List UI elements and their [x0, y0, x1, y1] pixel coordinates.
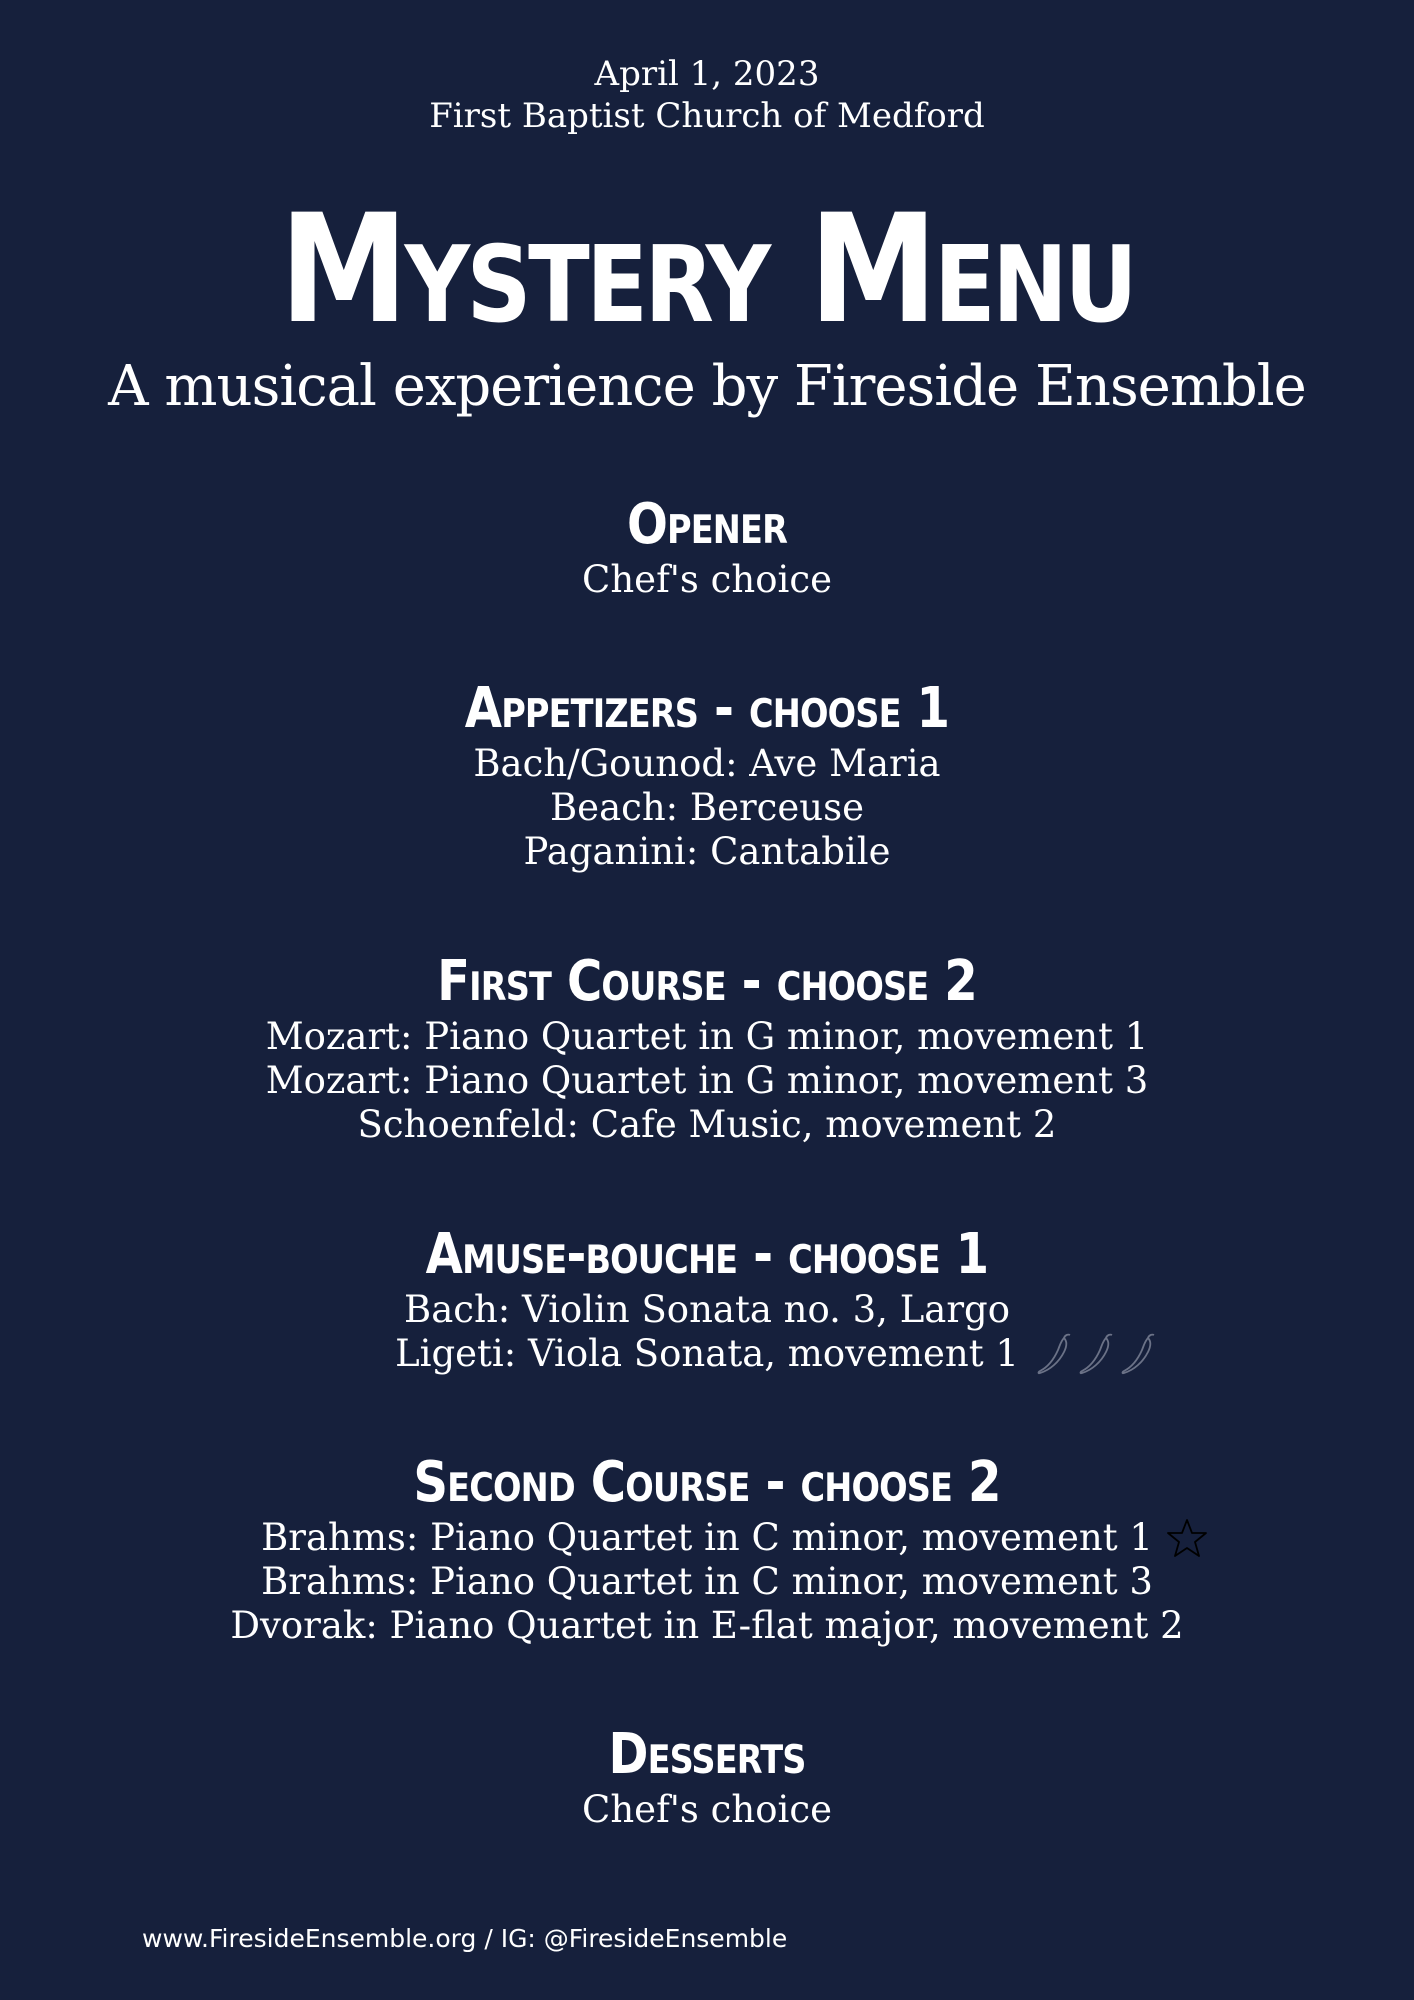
menu-item: Mozart: Piano Quartet in G minor, movement 1	[265, 1015, 1149, 1058]
menu-item	[0, 1516, 1414, 1560]
section-appetizers	[0, 676, 1414, 874]
page-subtitle: A musical experience by Fireside Ensemble	[108, 354, 1306, 419]
section-amuse-bouche	[0, 1222, 1414, 1376]
section-title: Opener	[626, 492, 788, 557]
star-icon	[1165, 1516, 1209, 1560]
section-title: First Course - choose 2	[437, 949, 977, 1014]
featured-indicator	[1153, 1516, 1209, 1560]
section-title: Amuse-bouche - choose 1	[425, 1222, 989, 1287]
menu-item: Paganini: Cantabile	[523, 830, 891, 873]
menu-item: Schoenfeld: Cafe Music, movement 2	[357, 1103, 1057, 1146]
menu-item-label: Brahms: Piano Quartet in C minor, movement 1	[261, 1516, 1153, 1559]
page-title: Mystery Menu	[279, 183, 1135, 357]
menu-item	[0, 1332, 1414, 1376]
section-second-course	[0, 1450, 1414, 1648]
menu-item: Chef's choice	[582, 558, 832, 601]
menu-item: Chef's choice	[582, 1788, 832, 1831]
section-desserts	[0, 1722, 1414, 1832]
menu-item: Brahms: Piano Quartet in C minor, movement 3	[261, 1560, 1153, 1603]
menu-item: Beach: Berceuse	[549, 786, 865, 829]
section-first-course	[0, 949, 1414, 1147]
section-title: Desserts	[608, 1722, 806, 1787]
chili-pepper-icon	[1075, 1332, 1117, 1376]
section-title: Second Course - choose 2	[413, 1450, 1001, 1515]
menu-item: Bach: Violin Sonata no. 3, Largo	[404, 1288, 1010, 1331]
footer-links: www.FiresideEnsemble.org / IG: @FiresideEnsemble	[142, 1924, 788, 1953]
menu-item-label: Ligeti: Viola Sonata, movement 1	[395, 1332, 1019, 1375]
section-title: Appetizers - choose 1	[464, 676, 950, 741]
menu-item: Dvorak: Piano Quartet in E-flat major, movement 2	[230, 1604, 1184, 1647]
chili-pepper-icon	[1033, 1332, 1075, 1376]
spiciness-indicator	[1019, 1332, 1159, 1376]
menu-item: Mozart: Piano Quartet in G minor, movement 3	[265, 1059, 1149, 1102]
menu-item: Bach/Gounod: Ave Maria	[473, 742, 941, 785]
section-opener	[0, 492, 1414, 602]
event-date: April 1, 2023	[594, 54, 820, 94]
chili-pepper-icon	[1117, 1332, 1159, 1376]
event-venue: First Baptist Church of Medford	[429, 96, 985, 136]
